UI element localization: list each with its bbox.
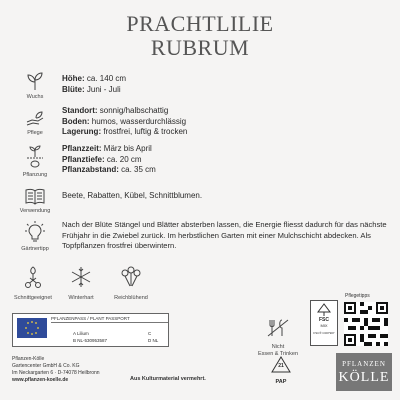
reichbluehend-label: Reichblühend [114, 295, 148, 301]
pflege-label: Pflege [27, 130, 43, 136]
not-edible-notice [248, 318, 308, 357]
kultur-notice: Aus Kulturmaterial vermehrt. [130, 376, 206, 382]
winterhart-label: Winterhart [68, 295, 94, 301]
qr-code[interactable] [344, 302, 388, 346]
pflanztiefe-key: Pflanztiefe: [62, 154, 105, 164]
gaertnertipp-icon [12, 220, 58, 252]
not-edible-line1: Nicht [271, 344, 285, 350]
not-edible-line2: Essen & Trinken [257, 351, 299, 357]
pap-number: 21 [278, 363, 284, 369]
pflegetipps-label: Pflegetipps [345, 293, 370, 299]
lagerung-value: frostfrei, luftig & trocken [101, 127, 188, 136]
logo-line1: PFLANZEN [342, 360, 386, 368]
fsc-mix: MIX [320, 323, 328, 328]
passport-divider [51, 322, 168, 323]
pap-recycling [270, 356, 292, 385]
fsc-logo [310, 300, 338, 346]
standort-key: Standort: [62, 106, 98, 115]
pflanzen-koelle-logo [336, 353, 392, 391]
passport-d: D NL [148, 338, 159, 343]
address-line1: Pflanzen-Kölle [12, 356, 45, 362]
wuchs-label: Wuchs [26, 94, 44, 100]
pflege-icon [12, 106, 58, 136]
bluete-key: Blüte: [62, 84, 85, 94]
passport-b: B NL-530953587 [73, 338, 108, 343]
fsc-text: FSC [319, 317, 329, 323]
passport-a: A Lilium [73, 331, 89, 336]
verwendung-label: Verwendung [19, 208, 51, 214]
schnittgeeignet-feature [8, 265, 58, 301]
reichbluehend-feature [106, 265, 156, 301]
standort-value: sonnig/halbschattig [97, 106, 169, 115]
scissors-flower-icon [22, 265, 44, 289]
verwendung-text: Beete, Rabatten, Kübel, Schnittblumen. [62, 191, 203, 200]
pflanzabstand-key: Pflanzabstand: [62, 165, 119, 174]
title-line1: PRACHTLILIE [126, 11, 274, 36]
gaertnertipp-label: Gärtnertipp [21, 246, 49, 252]
logo-line2: KÖLLE [338, 370, 390, 385]
snowflake-icon [70, 265, 92, 289]
gaertnertipp-text: Nach der Blüte Stängel und Blätter absterben lassen, die Energie fliesst dadurch für das nächste Frühjahr in die Zwiebel zurück. Im herbstlichen Garten mit einer Mulchschicht abdecken. Als Topfpflanzen frostfrei überwintern. [62, 220, 387, 250]
plant-passport [12, 313, 169, 347]
lagerung-key: Lagerung: [62, 127, 102, 136]
pflanzung-label: Pflanzung [22, 172, 48, 178]
pflanztiefe-value: ca. 20 cm [104, 154, 142, 164]
boden-key: Boden: [62, 116, 90, 126]
eu-flag-icon [17, 318, 47, 338]
passport-c: C [148, 331, 152, 336]
pflanzabstand-value: ca. 35 cm [118, 165, 156, 174]
passport-header: PFLANZENPASS / PLANT PASSPORT [51, 316, 130, 321]
schnittgeeignet-label: Schnittgeeignet [14, 295, 52, 301]
pap-text: PAP [275, 379, 287, 385]
address-line2: Gartencenter GmbH & Co. KG [12, 363, 80, 369]
hoehe-key: Höhe: [62, 74, 85, 83]
bluete-value: Juni - Juli [84, 84, 121, 94]
title-line2: RUBRUM [150, 35, 250, 60]
hoehe-value: ca. 140 cm [84, 74, 127, 83]
boden-value: humos, wasserdurchlässig [89, 116, 187, 126]
flowers-icon [118, 265, 144, 289]
address-website[interactable]: www.pflanzen-koelle.de [12, 377, 69, 383]
wuchs-icon [12, 70, 58, 100]
company-address [12, 356, 100, 384]
verwendung-icon [12, 186, 58, 214]
no-food-icon [266, 318, 290, 338]
pflanzzeit-value: März bis April [101, 144, 152, 153]
address-line3: Im Neckargarten 6 · D-74078 Heilbronn [12, 370, 100, 376]
pflanzzeit-key: Pflanzzeit: [62, 144, 102, 153]
fsc-code: FSC® C007907 [313, 331, 335, 335]
fsc-tree-icon [316, 303, 332, 317]
pflanzung-icon [12, 144, 58, 178]
winterhart-feature [56, 265, 106, 301]
